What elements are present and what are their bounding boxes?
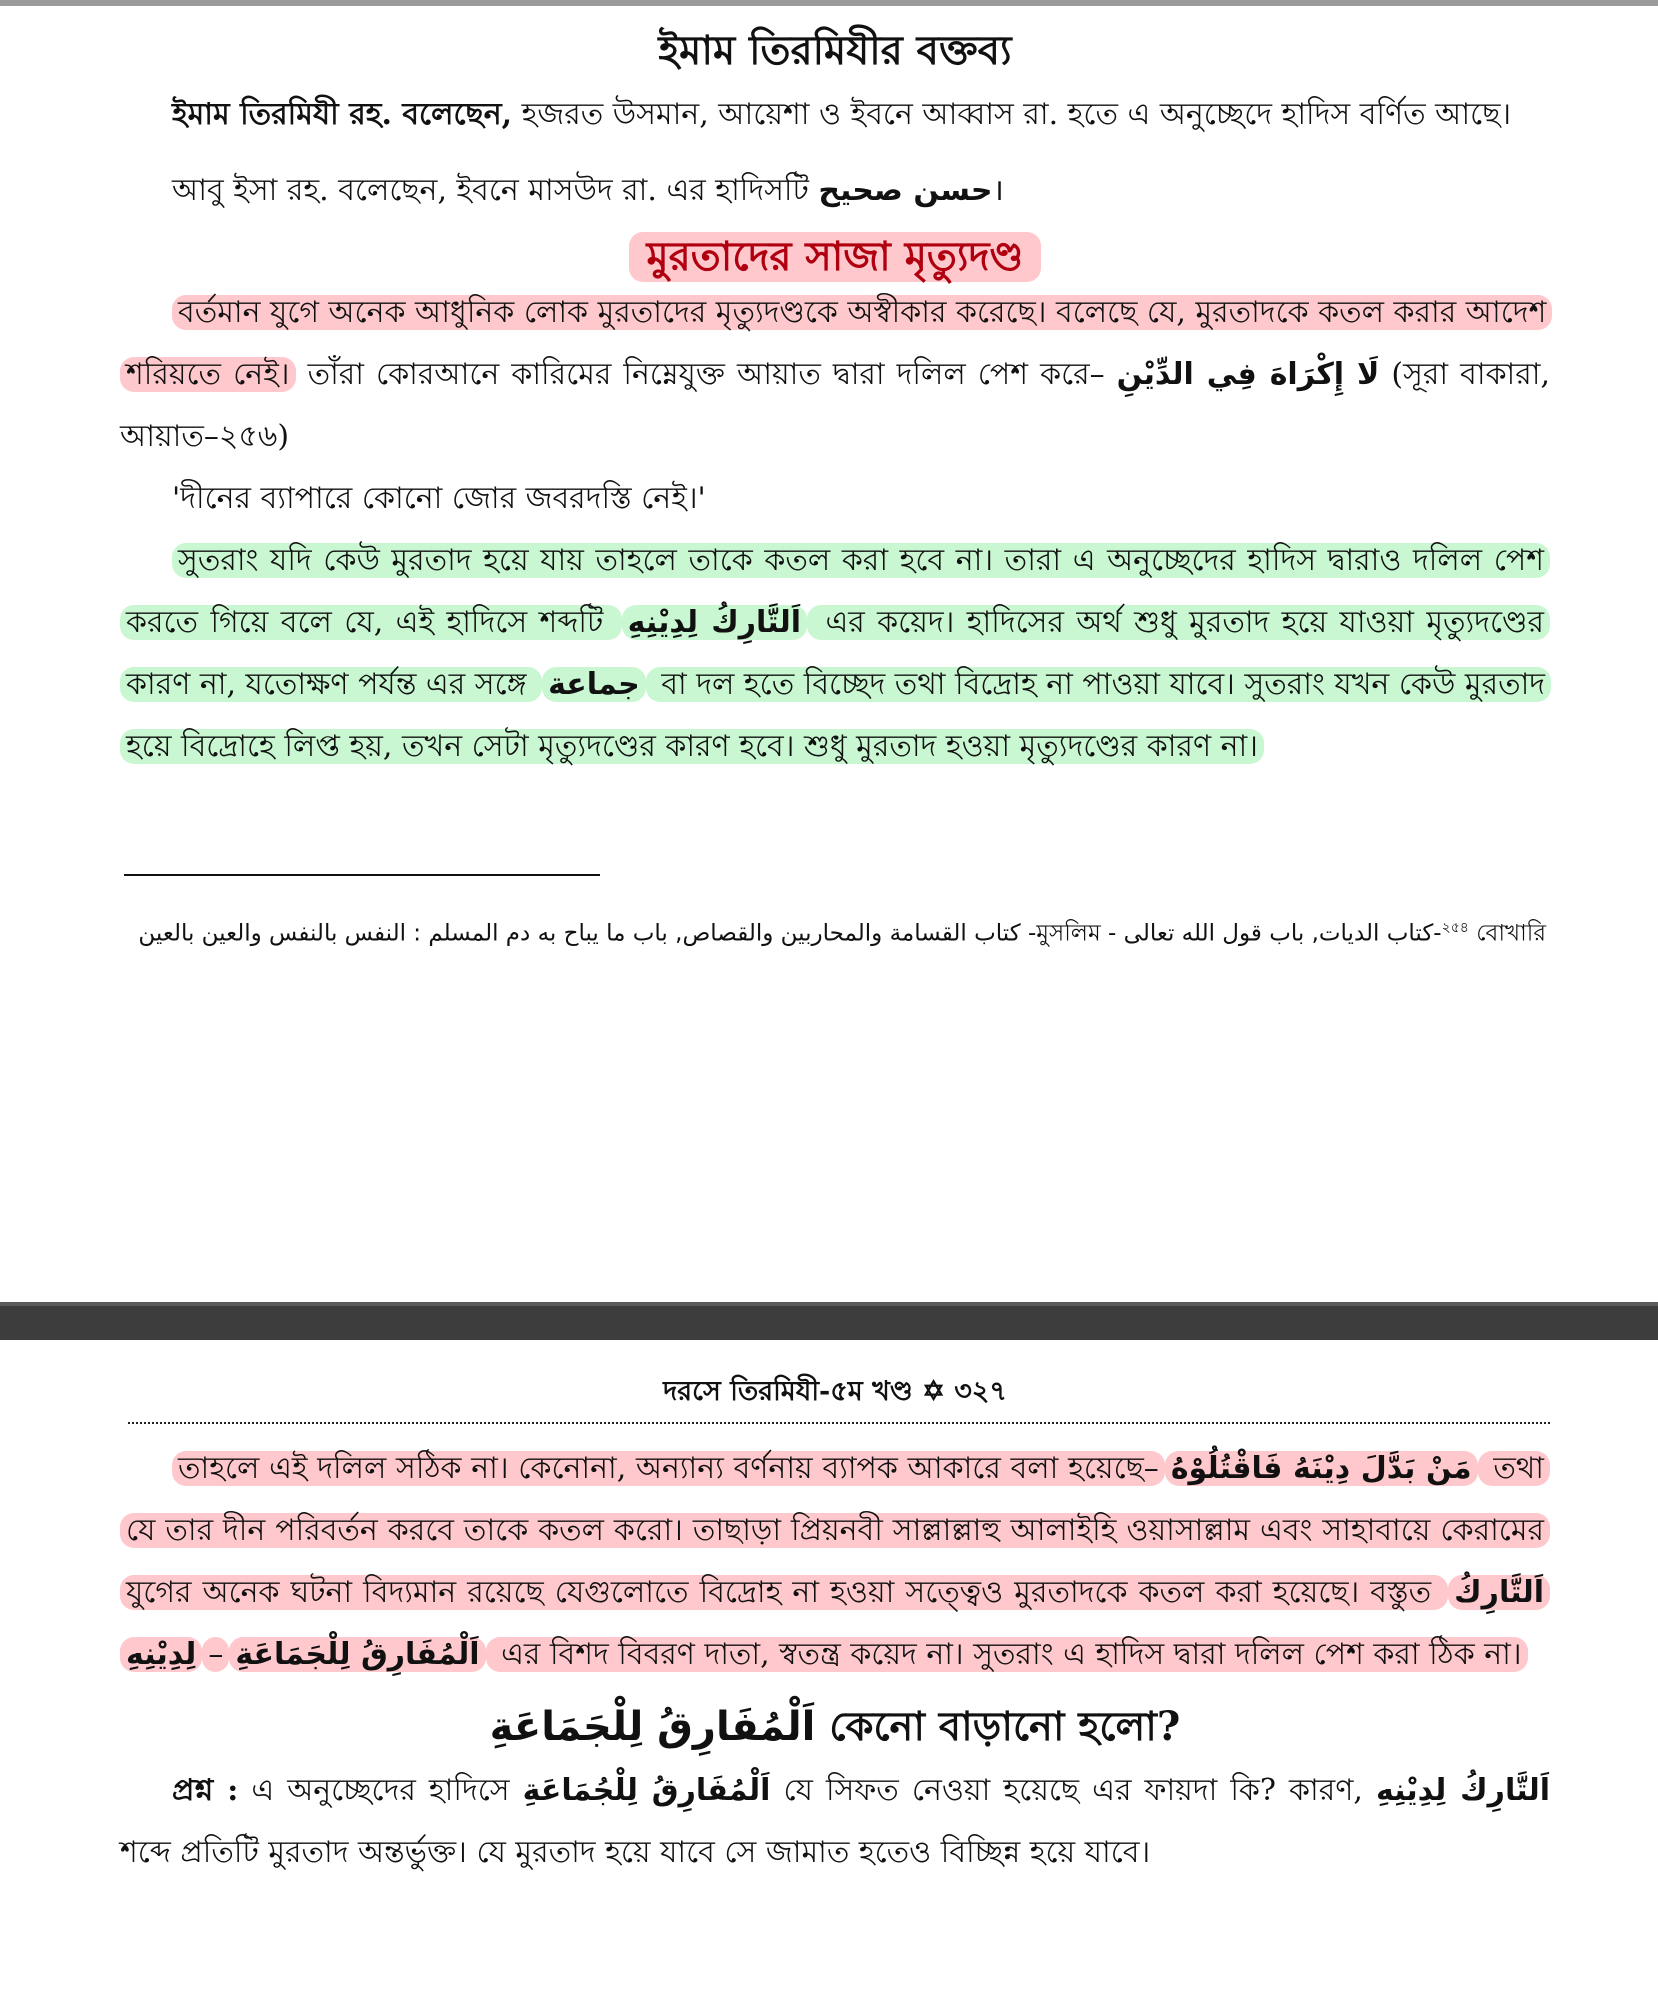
red-highlight-c: এর বিশদ বিবরণ দাতা, স্বতন্ত্র কয়েদ না। সুতরাং এ হাদিস দ্বারা দলিল পেশ করা ঠিক না। [486,1637,1528,1672]
footnote-number: ২৫৪ [1441,920,1469,936]
paragraph-abu-isa [120,160,1550,222]
arabic-heading: اَلْمُفَارِقُ لِلْجَمَاعَةِ [489,1704,816,1750]
paragraph-rebuttal [120,1438,1550,1686]
footnote [120,906,1550,956]
heading-text: কেনো বাড়ানো হলো? [815,1703,1181,1750]
green-highlight-b: এর কয়েদ। হাদিসের অর্থ শুধু মুরতাদ হয়ে যাওয়া মৃত্যুদণ্ডের কারণ না, যতোক্ষণ পর্যন্ত এর সঙ্গে [120,605,1550,702]
paragraph-question [120,1760,1550,1884]
paragraph-end: । [992,173,1004,208]
paragraph-text: যে সিফত নেওয়া হয়েছে এর ফায়দা কি? কারণ, [770,1773,1376,1808]
paragraph-text: এ অনুচ্ছেদের হাদিসে [238,1773,523,1808]
document-page-2 [120,1372,1550,1884]
arabic-text: اَلتَّارِكُ لِدِيْنِهِ [622,605,807,640]
green-highlight-c: বা দল হতে বিচ্ছেদ তথা বিদ্রোহ না পাওয়া যাবে। সুতরাং যখন কেউ মুরতাদ হয়ে বিদ্রোহে লিপ্ত হয়, তখন সেটা মৃত্যুদণ্ডের কারণ হবে। শুধু মুরতাদ হওয়া মৃত্যুদণ্ডের কারণ না। [120,667,1551,764]
arabic-text: اَلْمُفَارِقُ لِلْجَمَاعَةِ [229,1637,485,1672]
running-header: দরসে তিরমিযী-৫ম খণ্ড ✡ ৩২৭ [663,1376,1007,1407]
paragraph-lead: ইমাম তিরমিযী রহ. বলেছেন, [172,97,513,132]
section-heading-tirmidhi: ইমাম তিরমিযীর বক্তব্য [658,27,1012,74]
green-highlight-a: সুতরাং যদি কেউ মুরতাদ হয়ে যায় তাহলে তাকে কতল করা হবে না। তারা এ অনুচ্ছেদের হাদিস দ্বারাও দলিল পেশ করতে গিয়ে বলে যে, এই হাদিসে শব্দটি [120,543,1550,640]
arabic-text: جماعة [542,667,646,702]
footnote-text: বোখারি-كتاب الديات, باب قول الله تعالى - মুসলিম- كتاب القسامة والمحاربين والقصاص, باب ما يباح به دم المسلم : النفس بالنفس والعين بالعين [138,920,1546,947]
paragraph-tirmidhi-statement [120,84,1550,146]
arabic-text: حسن صحيح [818,173,993,208]
highlighted-title: মুরতাদের সাজা মৃত্যুদণ্ড [629,232,1042,282]
header-dotted-rule [128,1422,1550,1424]
paragraph-modern-denial [120,282,1550,468]
arabic-text: اَلْمُفَارِقُ لِلْجُمَاعَةِ [522,1773,771,1808]
arabic-text: اَلتَّارِكُ لِدِيْنِهِ [1375,1773,1551,1808]
top-page-edge [0,0,1658,6]
document-page-1 [120,26,1550,956]
footnote-rule [124,874,600,876]
verse-reference: (সূরা বাকারা, আয়াত–২৫৬) [120,357,1550,454]
red-highlight-b: তথা যে তার দীন পরিবর্তন করবে তাকে কতল করো। তাছাড়া প্রিয়নবী সাল্লাল্লাহু আলাইহি ওয়াসাল্লাম এবং সাহাবায়ে কেরামের যুগের অনেক ঘটনা বিদ্যমান রয়েছে যেগুলোতে বিদ্রোহ না হওয়া সত্ত্বেও মুরতাদকে কতল করা হয়েছে। বস্তুত [120,1451,1550,1610]
red-highlight-a: তাহলে এই দলিল সঠিক না। কেনোনা, অন্যান্য বর্ণনায় ব্যাপক আকারে বলা হয়েছে– [172,1451,1165,1486]
section-heading-apostate [120,232,1550,282]
section-heading-why-added [120,1702,1550,1752]
arabic-text: مَنْ بَدَّلَ دِيْنَهُ فَاقْتُلُوْهُ [1165,1451,1478,1486]
paragraph-argument [120,530,1550,778]
paragraph-text: হজরত উসমান, আয়েশা ও ইবনে আব্বাস রা. হতে এ অনুচ্ছেদে হাদিস বর্ণিত আছে। [512,97,1512,132]
page-separator [0,1302,1658,1340]
paragraph-text: আবু ইসা রহ. বলেছেন, ইবনে মাসউদ রা. এর হাদিসটি [172,173,819,208]
paragraph-text: তাঁরা কোরআনে কারিমের নিম্নেযুক্ত আয়াত দ্বারা দলিল পেশ করে– [295,357,1117,392]
paragraph-verse-translation: 'দীনের ব্যাপারে কোনো জোর জবরদস্তি নেই।' [172,481,706,516]
arabic-verse: لَا إِكْرَاهَ فِي الدِّيْنِ [1116,357,1380,392]
paragraph-text: শব্দে প্রতিটি মুরতাদ অন্তর্ভুক্ত। যে মুরতাদ হয়ে যাবে সে জামাত হতেও বিচ্ছিন্ন হয়ে যাবে। [120,1835,1151,1870]
arabic-text: اَلتَّارِكُ لِدِيْنِهِ [120,1575,1550,1672]
red-highlight-dash: – [202,1637,229,1672]
question-label: প্রশ্ন : [172,1773,239,1808]
red-highlight: বর্তমান যুগে অনেক আধুনিক লোক মুরতাদের মৃত্যুদণ্ডকে অস্বীকার করেছে। বলেছে যে, মুরতাদকে কতল করার আদেশ শরিয়তে নেই। [120,295,1552,392]
